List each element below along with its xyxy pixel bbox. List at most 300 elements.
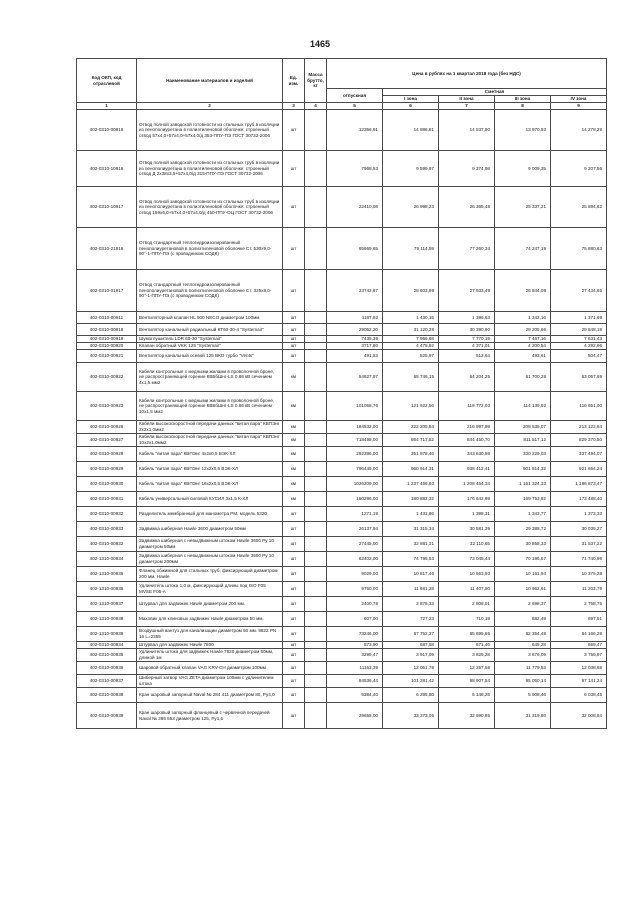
cell-zone2-price: 12 257,58 <box>439 662 495 675</box>
cell-code: 402-0310-10916 <box>77 151 137 187</box>
column-index-2: 2 <box>137 103 283 110</box>
cell-name: Кабели высокоскоростной передачи данных "витая пара" КВПЭнг 2х2х1,0мм2 <box>137 421 283 434</box>
cell-zone2-price: 85 695,65 <box>439 627 495 642</box>
cell-unit: шт <box>283 552 305 567</box>
cell-release-price: 62402,00 <box>327 552 383 567</box>
cell-release-price: 7435,39 <box>327 336 383 343</box>
cell-unit: шт <box>283 537 305 552</box>
cell-zone2-price: 1 208 454,34 <box>439 477 495 492</box>
cell-name: Задвижка шиберная с невыдвижным штоком Hawle 3600 Ру 10 диаметром 50мм <box>137 537 283 552</box>
header-estimate: Сметная <box>383 89 607 96</box>
cell-release-price: 23742,87 <box>327 270 383 312</box>
cell-name: Маховик для клиновых задвижек Hawle диаметром 50 мм. <box>137 612 283 627</box>
cell-mass <box>305 612 327 627</box>
cell-code: 402-0310-00923 <box>77 392 137 421</box>
cell-code: 402-0310-10917 <box>77 187 137 228</box>
cell-mass <box>305 350 327 363</box>
cell-zone3-price: 811 517,12 <box>495 434 551 447</box>
table-row <box>77 110 607 151</box>
cell-release-price: 607,00 <box>327 612 383 627</box>
cell-unit: км <box>283 363 305 392</box>
cell-release-price: 73246,00 <box>327 627 383 642</box>
table-row <box>77 350 607 363</box>
cell-zone1-price: 31 120,28 <box>383 324 439 336</box>
cell-zone4-price: 63 057,69 <box>551 363 607 392</box>
cell-unit: шт <box>283 187 305 228</box>
cell-mass <box>305 477 327 492</box>
cell-code: 402-0310-00932 <box>77 537 137 552</box>
cell-zone2-price: 32 110,65 <box>439 537 495 552</box>
table-row <box>77 187 607 228</box>
cell-name: Кабели высокоскоростной передачи данных "витая пара" КВПЭнг 10х2х1,0мм2 <box>137 434 283 447</box>
cell-zone3-price: 645,28 <box>495 642 551 649</box>
cell-unit: шт <box>283 567 305 582</box>
cell-zone4-price: 7 631,43 <box>551 336 607 343</box>
cell-zone2-price: 10 563,93 <box>439 567 495 582</box>
cell-zone2-price: 26 365,48 <box>439 187 495 228</box>
cell-zone4-price: 829 370,50 <box>551 434 607 447</box>
header-mass: Масса брутто, кг <box>305 59 327 103</box>
cell-zone2-price: 30 581,39 <box>439 522 495 537</box>
cell-unit: км <box>283 392 305 421</box>
cell-mass <box>305 447 327 462</box>
cell-name: Отвод полной заводской готовности из стальных труб в изоляции из пенополиуретана в полиэтиленовой оболочке: строенный отвод Д 2х38х3,5+57х4,0/д 315-ППУ-ПЭ ГОСТ 30732-2006 <box>137 151 283 187</box>
cell-release-price: 9029,00 <box>327 567 383 582</box>
cell-name: Кабели контрольные с медными жилами в проволочной броне, не распространяющей горение КВБбШнг-LS 0.66 кВ сечением 10х1,5 мм2 <box>137 392 283 421</box>
cell-zone2-price: 671,46 <box>439 642 495 649</box>
cell-zone3-price: 3 676,09 <box>495 649 551 662</box>
cell-zone1-price: 26 998,23 <box>383 187 439 228</box>
cell-unit: шт <box>283 649 305 662</box>
cell-zone1-price: 79 114,59 <box>383 228 439 270</box>
cell-zone2-price: 343 630,59 <box>439 447 495 462</box>
cell-name: Кабель универсальный силовой КУСИЛ 3х1,5 К-ХЛ <box>137 492 283 507</box>
cell-mass <box>305 462 327 477</box>
cell-zone2-price: 9 374,98 <box>439 151 495 187</box>
cell-mass <box>305 552 327 567</box>
header-price-group: Цена в рублях на 1 квартал 2018 года (без НДС) <box>327 59 607 89</box>
cell-name: Кабель "витая пара" КВПЭнг 16х2х0,5 ВЭК-ХЛ <box>137 477 283 492</box>
table-row <box>77 649 607 662</box>
cell-code: 402-1310-00939 <box>77 627 137 642</box>
cell-zone1-price: 6 295,80 <box>383 688 439 703</box>
cell-release-price: 27445,00 <box>327 537 383 552</box>
cell-zone3-price: 682,49 <box>495 612 551 627</box>
cell-name: Кабель "витая пара" КВПЭнг 12х2х0,5 ВЭК-ХЛ <box>137 462 283 477</box>
cell-code: 402-1310-00934 <box>77 552 137 567</box>
cell-zone1-price: 28 603,89 <box>383 270 439 312</box>
cell-zone1-price: 12 051,78 <box>383 662 439 675</box>
cell-name: Шиберный затвор VAG ZETA диаметром 100мм с удлинителем штока <box>137 675 283 688</box>
cell-zone3-price: 7 467,16 <box>495 336 551 343</box>
cell-unit: шт <box>283 642 305 649</box>
cell-release-price: 26137,94 <box>327 522 383 537</box>
cell-zone3-price: 1 342,16 <box>495 312 551 324</box>
cell-zone2-price: 216 997,99 <box>439 421 495 434</box>
cell-zone1-price: 1 431,86 <box>383 507 439 522</box>
cell-release-price: 718498,00 <box>327 434 383 447</box>
cell-unit: км <box>283 492 305 507</box>
cell-unit: шт <box>283 627 305 642</box>
header-zone2: II зона <box>439 96 495 103</box>
table-row <box>77 688 607 703</box>
cell-release-price: 184532,00 <box>327 421 383 434</box>
column-index-8: 8 <box>495 103 551 110</box>
cell-zone2-price: 938 412,41 <box>439 462 495 477</box>
cell-zone2-price: 11 407,50 <box>439 582 495 597</box>
cell-name: Удлинитель штока для задвижек Hawle 7820 диаметром 50мм, длиной 1м <box>137 649 283 662</box>
cell-zone2-price: 844 450,70 <box>439 434 495 447</box>
cell-unit: км <box>283 477 305 492</box>
cell-code: 402-0310-00931 <box>77 492 137 507</box>
cell-code: 402-0310-00933 <box>77 522 137 537</box>
cell-unit: шт <box>283 688 305 703</box>
cell-zone4-price: 14 278,29 <box>551 110 607 151</box>
cell-zone3-price: 4 200,54 <box>495 343 551 350</box>
cell-zone1-price: 74 798,53 <box>383 552 439 567</box>
cell-release-price: 7968,53 <box>327 151 383 187</box>
cell-mass <box>305 110 327 151</box>
cell-zone4-price: 213 122,84 <box>551 421 607 434</box>
cell-name: Отвод полной заводской готовности из стальных труб в изоляции из пенополиуретана в полиэтиленовой оболочке: строенный отвод 159х6,0+57х4,0+57х4,0/д 450-ППУ-ОЦ ГОСТ 30732-2006 <box>137 187 283 228</box>
cell-unit: км <box>283 447 305 462</box>
cell-zone3-price: 31 319,80 <box>495 703 551 729</box>
cell-mass <box>305 392 327 421</box>
cell-zone1-price: 864 717,52 <box>383 434 439 447</box>
cell-mass <box>305 187 327 228</box>
cell-zone1-price: 1 237 456,93 <box>383 477 439 492</box>
cell-code: 402-0310-00932 <box>77 507 137 522</box>
cell-name: Удлинитель штока 1,0 м, фиксирующий длины под ISO F05 MVSE F05-A <box>137 582 283 597</box>
column-index-row <box>77 103 607 110</box>
cell-unit: шт <box>283 312 305 324</box>
table-row <box>77 392 607 421</box>
cell-mass <box>305 597 327 612</box>
cell-zone2-price: 4 371,01 <box>439 343 495 350</box>
cell-zone4-price: 12 038,68 <box>551 662 607 675</box>
cell-zone4-price: 97 141,24 <box>551 675 607 688</box>
cell-zone2-price: 73 045,44 <box>439 552 495 567</box>
cell-name: Задвижка шиберная Hawle 3600 диаметром 50мм <box>137 522 283 537</box>
cell-zone1-price: 180 882,32 <box>383 492 439 507</box>
header-release: отпускная <box>327 89 383 103</box>
cell-zone4-price: 75 880,63 <box>551 228 607 270</box>
table-row <box>77 228 607 270</box>
cell-zone1-price: 32 881,31 <box>383 537 439 552</box>
cell-unit: шт <box>283 522 305 537</box>
cell-unit: шт <box>283 582 305 597</box>
cell-zone2-price: 77 260,34 <box>439 228 495 270</box>
cell-zone1-price: 525,97 <box>383 350 439 363</box>
cell-zone3-price: 114 139,92 <box>495 392 551 421</box>
header-zone1: I зона <box>383 96 439 103</box>
cell-name: Вентилятор канальный осевой 125 ВКО турбо "Vents" <box>137 350 283 363</box>
column-index-1: 1 <box>77 103 137 110</box>
table-row <box>77 582 607 597</box>
cell-zone4-price: 6 038,45 <box>551 688 607 703</box>
cell-zone4-price: 3 756,97 <box>551 649 607 662</box>
column-index-9: 9 <box>551 103 607 110</box>
cell-zone4-price: 27 434,65 <box>551 270 607 312</box>
cell-zone3-price: 82 354,48 <box>495 627 551 642</box>
header-zone3: III зона <box>495 96 551 103</box>
table-row <box>77 312 607 324</box>
cell-unit: шт <box>283 336 305 343</box>
column-index-3: 3 <box>283 103 305 110</box>
cell-mass <box>305 688 327 703</box>
cell-mass <box>305 662 327 675</box>
cell-name: Кабель "витая пара" КВПЭнг 4х2х0,5 ВЭК-ХЛ <box>137 447 283 462</box>
cell-code: 402-0310-00911 <box>77 312 137 324</box>
cell-release-price: 491,53 <box>327 350 383 363</box>
cell-unit: шт <box>283 270 305 312</box>
cell-release-price: 101058,76 <box>327 392 383 421</box>
cell-name: Отвод стандартный теплогидроизолированный пенополиуретановой в полиэтиленовой оболочке Ст. 530х9,0-90°-1-ППУ-ПЭ (с проводником СОДК) <box>137 228 283 270</box>
cell-code: 402-0310-00934 <box>77 642 137 649</box>
cell-zone4-price: 30 035,27 <box>551 522 607 537</box>
cell-release-price: 22410,08 <box>327 187 383 228</box>
table-row <box>77 567 607 582</box>
cell-zone4-price: 697,51 <box>551 612 607 627</box>
cell-mass <box>305 567 327 582</box>
header-name: Наименование материалов и изделий <box>137 59 283 103</box>
cell-zone2-price: 513,64 <box>439 350 495 363</box>
cell-zone2-price: 27 933,49 <box>439 270 495 312</box>
cell-release-price: 9750,00 <box>327 582 383 597</box>
cell-code: 402-1310-00937 <box>77 597 137 612</box>
cell-release-price: 1187,92 <box>327 312 383 324</box>
cell-unit: шт <box>283 703 305 729</box>
cell-zone3-price: 26 844,08 <box>495 270 551 312</box>
table-row <box>77 492 607 507</box>
cell-zone3-price: 70 196,67 <box>495 552 551 567</box>
cell-code: 402-0310-00926 <box>77 421 137 434</box>
cell-zone1-price: 10 817,46 <box>383 567 439 582</box>
page-number: 1465 <box>309 39 331 49</box>
cell-release-price: 796445,00 <box>327 462 383 477</box>
cell-zone1-price: 351 878,46 <box>383 447 439 462</box>
cell-unit: шт <box>283 612 305 627</box>
cell-zone4-price: 116 651,00 <box>551 392 607 421</box>
cell-mass <box>305 270 327 312</box>
cell-mass <box>305 582 327 597</box>
column-index-7: 7 <box>439 103 495 110</box>
table-row <box>77 537 607 552</box>
cell-unit: шт <box>283 151 305 187</box>
header-unit: Ед. изм. <box>283 59 305 103</box>
cell-zone3-price: 25 337,21 <box>495 187 551 228</box>
cell-zone2-price: 2 808,01 <box>439 597 495 612</box>
cell-zone3-price: 13 970,93 <box>495 110 551 151</box>
cell-zone2-price: 1 398,31 <box>439 507 495 522</box>
cell-code: 402-0310-00919 <box>77 336 137 343</box>
cell-release-price: 3299,47 <box>327 649 383 662</box>
cell-zone4-price: 31 537,22 <box>551 537 607 552</box>
cell-zone2-price: 3 825,28 <box>439 649 495 662</box>
cell-zone3-price: 5 908,46 <box>495 688 551 703</box>
cell-zone2-price: 32 590,85 <box>439 703 495 729</box>
column-index-4: 4 <box>305 103 327 110</box>
cell-zone3-price: 61 700,28 <box>495 363 551 392</box>
cell-zone2-price: 118 772,03 <box>439 392 495 421</box>
table-row <box>77 642 607 649</box>
cell-unit: шт <box>283 597 305 612</box>
cell-zone1-price: 87 752,37 <box>383 627 439 642</box>
table-row <box>77 324 607 336</box>
cell-zone1-price: 101 281,42 <box>383 675 439 688</box>
cell-mass <box>305 324 327 336</box>
cell-zone4-price: 4 292,96 <box>551 343 607 350</box>
cell-unit: шт <box>283 343 305 350</box>
cell-release-price: 29655,00 <box>327 703 383 729</box>
cell-code: 402-1310-00936 <box>77 582 137 597</box>
cell-zone3-price: 1 343,77 <box>495 507 551 522</box>
cell-code: 402-0310-00936 <box>77 662 137 675</box>
table-row <box>77 597 607 612</box>
cell-code: 402-0310-00920 <box>77 343 137 350</box>
cell-zone3-price: 10 151,94 <box>495 567 551 582</box>
cell-zone4-price: 11 203,79 <box>551 582 607 597</box>
cell-zone3-price: 10 962,61 <box>495 582 551 597</box>
cell-zone1-price: 65 746,15 <box>383 363 439 392</box>
cell-zone4-price: 337 494,07 <box>551 447 607 462</box>
cell-name: Воздушный вантуз для канализации диаметром 50 мм. 9822 PN 16 L=2355 <box>137 627 283 642</box>
cell-zone4-price: 71 740,99 <box>551 552 607 567</box>
table-row <box>77 421 607 434</box>
cell-zone1-price: 9 599,97 <box>383 151 439 187</box>
cell-name: Задвижка шиберная с невыдвижным штоком Hawle 3600 Ру 10 диаметром 200мм <box>137 552 283 567</box>
cell-code: 402-1310-00938 <box>77 612 137 627</box>
cell-code: 402-0310-00927 <box>77 434 137 447</box>
table-body <box>77 110 607 729</box>
table-row <box>77 336 607 343</box>
cell-zone1-price: 11 681,28 <box>383 582 439 597</box>
header-code: Код ОКП, код отраслевой <box>77 59 137 103</box>
cell-zone2-price: 98 907,54 <box>439 675 495 688</box>
cell-zone3-price: 2 698,37 <box>495 597 551 612</box>
cell-unit: шт <box>283 675 305 688</box>
cell-name: Вентилятор канальный радиальный КТ60-30-4 "Systemair" <box>137 324 283 336</box>
cell-zone1-price: 1 430,15 <box>383 312 439 324</box>
cell-release-price: 5384,40 <box>327 688 383 703</box>
table-row <box>77 447 607 462</box>
cell-unit: шт <box>283 350 305 363</box>
cell-zone1-price: 727,23 <box>383 612 439 627</box>
cell-release-price: 573,90 <box>327 642 383 649</box>
cell-zone1-price: 687,58 <box>383 642 439 649</box>
cell-mass <box>305 627 327 642</box>
cell-release-price: 84536,44 <box>327 675 383 688</box>
cell-zone4-price: 1 186 873,47 <box>551 477 607 492</box>
cell-release-price: 150296,00 <box>327 492 383 507</box>
cell-zone1-price: 121 622,56 <box>383 392 439 421</box>
cell-code: 402-0310-00916 <box>77 110 137 151</box>
cell-zone1-price: 31 315,34 <box>383 522 439 537</box>
cell-release-price: 1271,19 <box>327 507 383 522</box>
table-row <box>77 612 607 627</box>
cell-zone3-price: 208 535,07 <box>495 421 551 434</box>
cell-code: 402-0310-00918 <box>77 324 137 336</box>
cell-code: 402-0310-00937 <box>77 675 137 688</box>
cell-zone3-price: 30 858,33 <box>495 537 551 552</box>
cell-name: Отвод стандартный теплогидроизолированный пенополиуретановой в полиэтиленовой оболочке Ст. 325х8,0-90°-1-ППУ-ПЭ (с проводником СОДК) <box>137 270 283 312</box>
cell-unit: шт <box>283 110 305 151</box>
cell-release-price: 11153,39 <box>327 662 383 675</box>
cell-unit: шт <box>283 507 305 522</box>
cell-mass <box>305 343 327 350</box>
cell-code: 402-0310-00939 <box>77 703 137 729</box>
cell-zone2-price: 710,19 <box>439 612 495 627</box>
cell-mass <box>305 507 327 522</box>
cell-name: Шаровой обратный клапан VAG KRV-CH диаметром 100мм <box>137 662 283 675</box>
cell-name: Штурвал для задвижек Hawle 7800 <box>137 642 283 649</box>
table-row <box>77 343 607 350</box>
cell-code: 402-0310-00935 <box>77 649 137 662</box>
cell-zone3-price: 11 779,53 <box>495 662 551 675</box>
cell-mass <box>305 522 327 537</box>
cell-code: 402-0310-21916 <box>77 228 137 270</box>
cell-zone2-price: 1 396,63 <box>439 312 495 324</box>
cell-name: Штурвал для задвижек Hawle диаметром 200 мм. <box>137 597 283 612</box>
cell-zone4-price: 84 166,28 <box>551 627 607 642</box>
cell-mass <box>305 537 327 552</box>
table-row <box>77 462 607 477</box>
table-row <box>77 434 607 447</box>
cell-mass <box>305 434 327 447</box>
table-row <box>77 270 607 312</box>
cell-code: 402-0310-00928 <box>77 447 137 462</box>
cell-zone4-price: 25 894,62 <box>551 187 607 228</box>
cell-zone3-price: 95 050,14 <box>495 675 551 688</box>
cell-release-price: 3717,80 <box>327 343 383 350</box>
table-row <box>77 627 607 642</box>
cell-unit: шт <box>283 324 305 336</box>
cell-zone3-price: 1 161 324,33 <box>495 477 551 492</box>
cell-zone2-price: 14 537,90 <box>439 110 495 151</box>
cell-unit: км <box>283 462 305 477</box>
cell-zone4-price: 29 848,18 <box>551 324 607 336</box>
cell-zone4-price: 10 375,28 <box>551 567 607 582</box>
table-row <box>77 552 607 567</box>
cell-zone4-price: 921 654,24 <box>551 462 607 477</box>
cell-zone3-price: 29 388,72 <box>495 522 551 537</box>
cell-mass <box>305 649 327 662</box>
cell-zone3-price: 169 753,82 <box>495 492 551 507</box>
cell-zone1-price: 3 917,09 <box>383 649 439 662</box>
cell-zone1-price: 960 914,31 <box>383 462 439 477</box>
cell-name: Клапан обратный VKK 125 "Systemair" <box>137 343 283 350</box>
cell-release-price: 29052,20 <box>327 324 383 336</box>
cell-code: 402-1310-00935 <box>77 567 137 582</box>
cell-mass <box>305 336 327 343</box>
cell-zone4-price: 1 373,33 <box>551 507 607 522</box>
cell-mass <box>305 228 327 270</box>
cell-zone1-price: 222 205,84 <box>383 421 439 434</box>
cell-name: Кран шаровый запорный фланцевый с червячной передачей Naval № 285 553 диаметром 125, Ру1,6 <box>137 703 283 729</box>
table-row <box>77 363 607 392</box>
cell-code: 402-0310-00930 <box>77 477 137 492</box>
cell-zone3-price: 493,61 <box>495 350 551 363</box>
table-row <box>77 522 607 537</box>
cell-code: 402-0310-00929 <box>77 462 137 477</box>
cell-code: 402-0310-00921 <box>77 350 137 363</box>
cell-zone2-price: 176 642,89 <box>439 492 495 507</box>
cell-mass <box>305 492 327 507</box>
cell-zone2-price: 6 148,25 <box>439 688 495 703</box>
table-row <box>77 507 607 522</box>
column-index-5: 5 <box>327 103 383 110</box>
cell-code: 402-0310-01917 <box>77 270 137 312</box>
